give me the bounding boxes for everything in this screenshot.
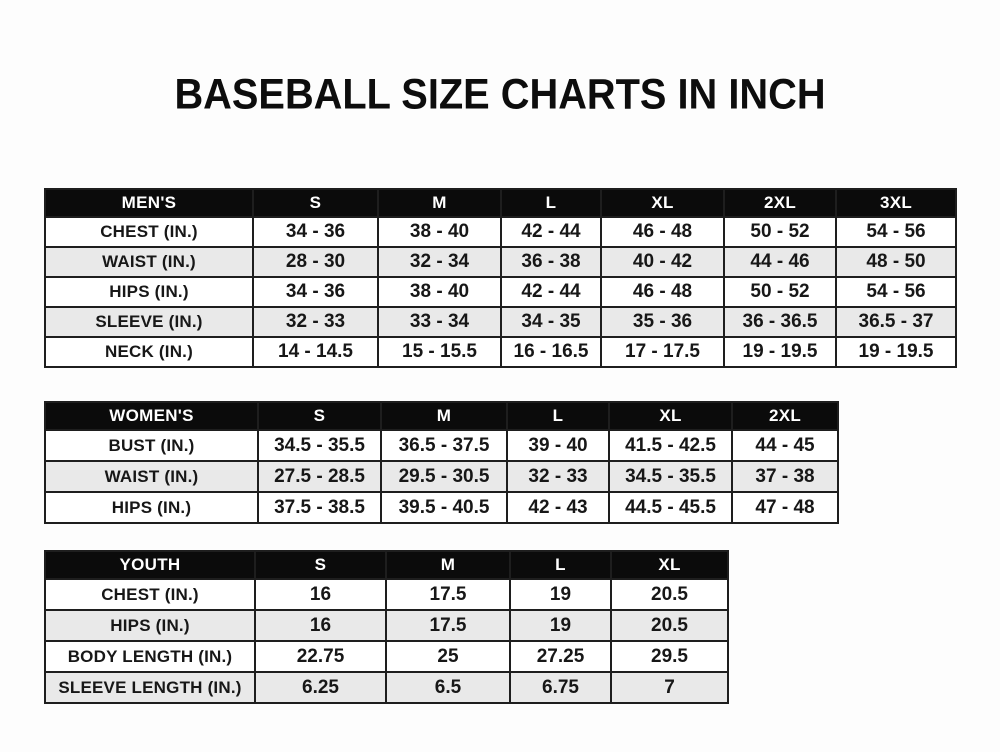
size-header-cell: 2XL xyxy=(724,189,836,217)
size-value-cell: 17.5 xyxy=(386,579,510,610)
size-value-cell: 19 xyxy=(510,610,611,641)
size-value-cell: 48 - 50 xyxy=(836,247,956,277)
group-header-cell: YOUTH xyxy=(45,551,255,579)
size-value-cell: 50 - 52 xyxy=(724,217,836,247)
size-value-cell: 36.5 - 37.5 xyxy=(381,430,507,461)
youth-size-table xyxy=(44,550,729,704)
size-value-cell: 42 - 44 xyxy=(501,217,601,247)
size-header-cell: M xyxy=(381,402,507,430)
size-value-cell: 29.5 xyxy=(611,641,728,672)
size-value-cell: 19 - 19.5 xyxy=(836,337,956,367)
size-value-cell: 16 - 16.5 xyxy=(501,337,601,367)
size-value-cell: 44.5 - 45.5 xyxy=(609,492,732,523)
size-value-cell: 6.75 xyxy=(510,672,611,703)
measurement-label-cell: BODY LENGTH (IN.) xyxy=(45,641,255,672)
size-header-cell: L xyxy=(501,189,601,217)
table-row xyxy=(45,217,956,247)
womens-size-table xyxy=(44,401,839,524)
size-value-cell: 42 - 43 xyxy=(507,492,609,523)
size-value-cell: 17 - 17.5 xyxy=(601,337,724,367)
size-header-cell: XL xyxy=(611,551,728,579)
size-value-cell: 32 - 33 xyxy=(507,461,609,492)
mens-table-header-row xyxy=(45,189,956,217)
size-header-cell: XL xyxy=(601,189,724,217)
size-value-cell: 37.5 - 38.5 xyxy=(258,492,381,523)
size-value-cell: 44 - 46 xyxy=(724,247,836,277)
table-row xyxy=(45,247,956,277)
size-header-cell: M xyxy=(378,189,501,217)
table-row xyxy=(45,307,956,337)
size-value-cell: 16 xyxy=(255,579,386,610)
measurement-label-cell: WAIST (IN.) xyxy=(45,247,253,277)
table-row xyxy=(45,337,956,367)
size-header-cell: 2XL xyxy=(732,402,838,430)
measurement-label-cell: CHEST (IN.) xyxy=(45,579,255,610)
size-value-cell: 7 xyxy=(611,672,728,703)
size-value-cell: 54 - 56 xyxy=(836,217,956,247)
size-header-cell: L xyxy=(507,402,609,430)
measurement-label-cell: HIPS (IN.) xyxy=(45,492,258,523)
size-value-cell: 32 - 33 xyxy=(253,307,378,337)
size-value-cell: 36 - 36.5 xyxy=(724,307,836,337)
size-value-cell: 34 - 35 xyxy=(501,307,601,337)
table-row xyxy=(45,579,728,610)
table-row xyxy=(45,610,728,641)
page-title: BASEBALL SIZE CHARTS IN INCH xyxy=(174,70,826,118)
size-value-cell: 33 - 34 xyxy=(378,307,501,337)
size-value-cell: 16 xyxy=(255,610,386,641)
size-header-cell: 3XL xyxy=(836,189,956,217)
measurement-label-cell: SLEEVE (IN.) xyxy=(45,307,253,337)
size-value-cell: 32 - 34 xyxy=(378,247,501,277)
measurement-label-cell: CHEST (IN.) xyxy=(45,217,253,247)
table-row xyxy=(45,461,838,492)
size-value-cell: 15 - 15.5 xyxy=(378,337,501,367)
size-value-cell: 41.5 - 42.5 xyxy=(609,430,732,461)
table-row xyxy=(45,492,838,523)
size-value-cell: 6.5 xyxy=(386,672,510,703)
measurement-label-cell: SLEEVE LENGTH (IN.) xyxy=(45,672,255,703)
size-value-cell: 39.5 - 40.5 xyxy=(381,492,507,523)
size-value-cell: 27.5 - 28.5 xyxy=(258,461,381,492)
size-value-cell: 40 - 42 xyxy=(601,247,724,277)
size-value-cell: 19 - 19.5 xyxy=(724,337,836,367)
womens-table-header-row xyxy=(45,402,838,430)
size-value-cell: 19 xyxy=(510,579,611,610)
size-header-cell: XL xyxy=(609,402,732,430)
size-value-cell: 29.5 - 30.5 xyxy=(381,461,507,492)
size-value-cell: 20.5 xyxy=(611,610,728,641)
size-value-cell: 34.5 - 35.5 xyxy=(609,461,732,492)
youth-table-header-row xyxy=(45,551,728,579)
measurement-label-cell: HIPS (IN.) xyxy=(45,277,253,307)
table-row xyxy=(45,430,838,461)
size-value-cell: 47 - 48 xyxy=(732,492,838,523)
size-header-cell: L xyxy=(510,551,611,579)
size-value-cell: 36 - 38 xyxy=(501,247,601,277)
size-value-cell: 42 - 44 xyxy=(501,277,601,307)
size-value-cell: 44 - 45 xyxy=(732,430,838,461)
size-value-cell: 54 - 56 xyxy=(836,277,956,307)
size-header-cell: M xyxy=(386,551,510,579)
size-value-cell: 34 - 36 xyxy=(253,217,378,247)
mens-size-table xyxy=(44,188,957,368)
size-value-cell: 35 - 36 xyxy=(601,307,724,337)
measurement-label-cell: WAIST (IN.) xyxy=(45,461,258,492)
size-header-cell: S xyxy=(258,402,381,430)
size-value-cell: 20.5 xyxy=(611,579,728,610)
measurement-label-cell: HIPS (IN.) xyxy=(45,610,255,641)
size-value-cell: 46 - 48 xyxy=(601,277,724,307)
size-value-cell: 17.5 xyxy=(386,610,510,641)
measurement-label-cell: NECK (IN.) xyxy=(45,337,253,367)
size-value-cell: 39 - 40 xyxy=(507,430,609,461)
size-value-cell: 6.25 xyxy=(255,672,386,703)
size-value-cell: 27.25 xyxy=(510,641,611,672)
size-header-cell: S xyxy=(253,189,378,217)
measurement-label-cell: BUST (IN.) xyxy=(45,430,258,461)
size-value-cell: 46 - 48 xyxy=(601,217,724,247)
size-value-cell: 22.75 xyxy=(255,641,386,672)
size-value-cell: 38 - 40 xyxy=(378,277,501,307)
group-header-cell: WOMEN'S xyxy=(45,402,258,430)
table-row xyxy=(45,277,956,307)
size-value-cell: 36.5 - 37 xyxy=(836,307,956,337)
table-row xyxy=(45,672,728,703)
table-row xyxy=(45,641,728,672)
size-value-cell: 37 - 38 xyxy=(732,461,838,492)
size-value-cell: 34 - 36 xyxy=(253,277,378,307)
size-value-cell: 28 - 30 xyxy=(253,247,378,277)
size-header-cell: S xyxy=(255,551,386,579)
size-value-cell: 25 xyxy=(386,641,510,672)
group-header-cell: MEN'S xyxy=(45,189,253,217)
size-value-cell: 14 - 14.5 xyxy=(253,337,378,367)
size-value-cell: 50 - 52 xyxy=(724,277,836,307)
size-value-cell: 34.5 - 35.5 xyxy=(258,430,381,461)
size-value-cell: 38 - 40 xyxy=(378,217,501,247)
